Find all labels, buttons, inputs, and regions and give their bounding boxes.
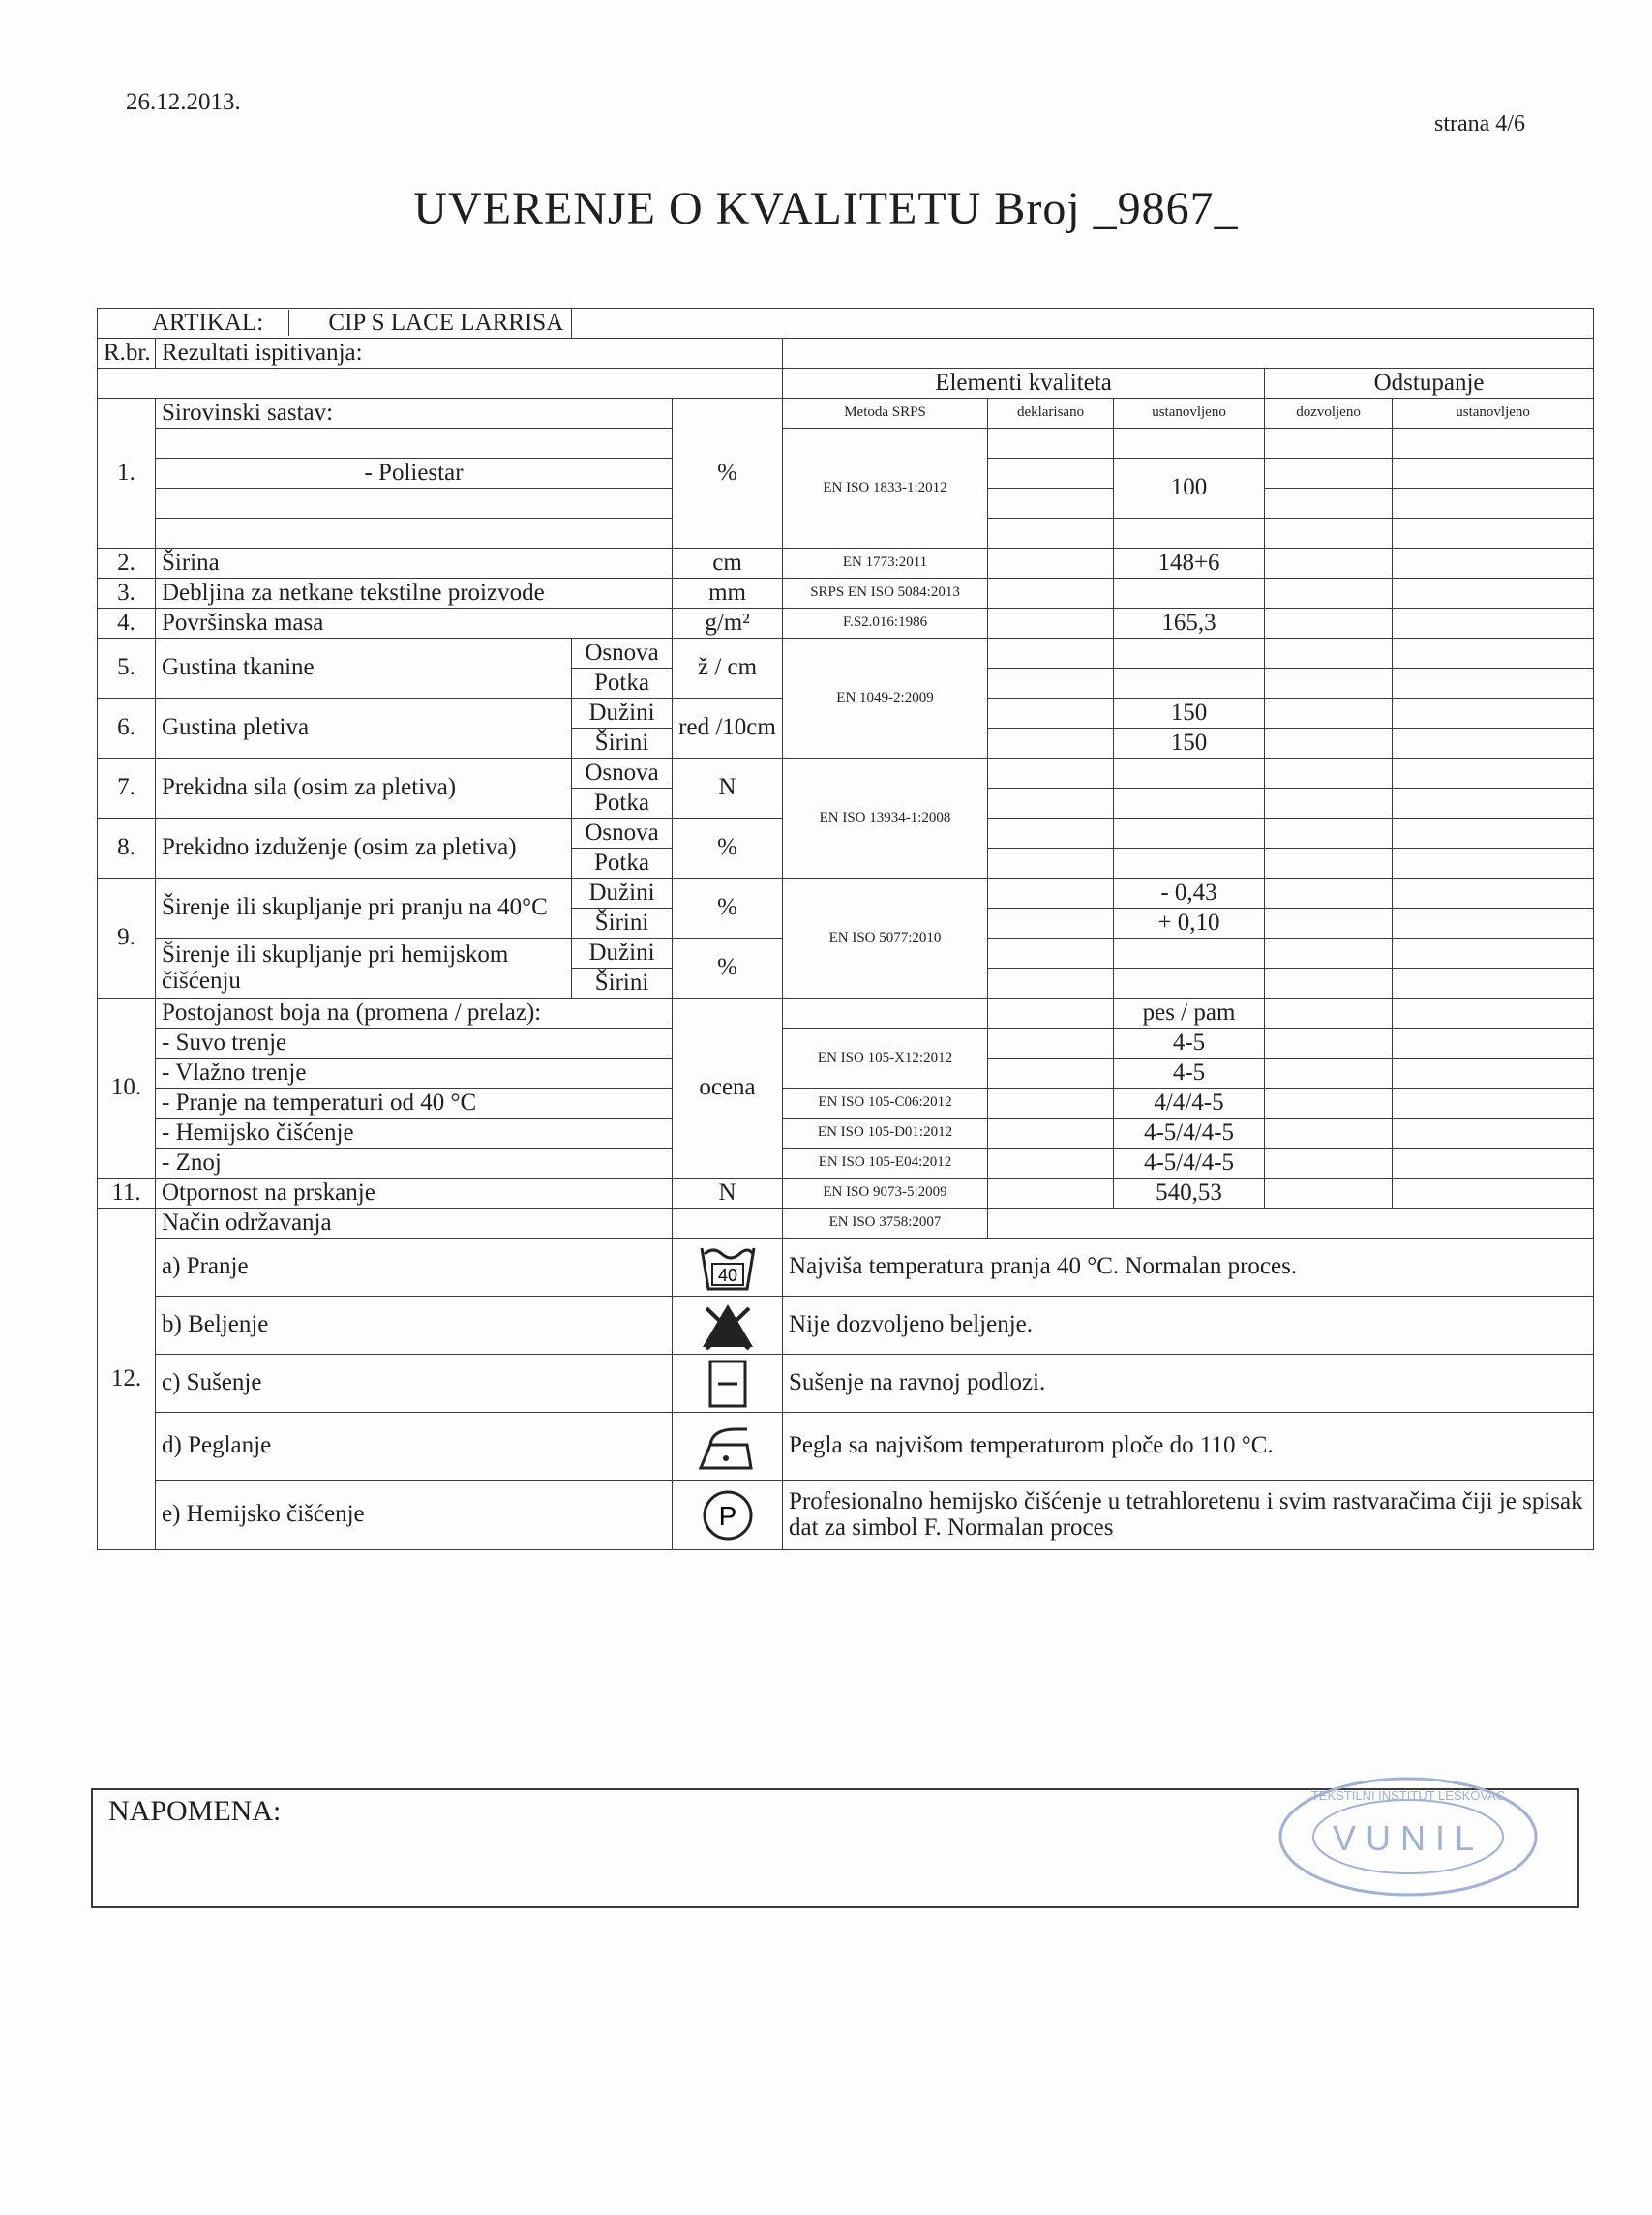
document-date: 26.12.2013. [126,89,241,115]
care-row: e) Hemijsko čišćenje P Profesionalno hemijsko čišćenje u tetrahloretenu i svim rastvaračima čiji je spisak dat za simbol F. Normalan proces [98,1481,1594,1550]
row-8a: 8. Prekidno izduženje (osim za pletiva) Osnova % [98,819,1594,849]
col-method: Metoda SRPS [783,399,988,429]
col-declared: deklarisano [988,399,1114,429]
row4-label: Površinska masa [156,609,673,639]
row1-number: 1. [98,399,156,549]
row1-sub: - Poliestar [156,459,673,489]
row5-label: Gustina tkanine [156,639,572,699]
row2-value: 148+6 [1114,549,1265,579]
row10-label: Postojanost boja na (promena / prelaz): [156,999,673,1029]
row-10-item: - Znoj EN ISO 105-E04:2012 4-5/4/4-5 [98,1149,1594,1179]
row3-label: Debljina za netkane tekstilne proizvode [156,579,673,609]
row4-value: 165,3 [1114,609,1265,639]
row1-value: 100 [1114,459,1265,519]
dry-flat-icon [699,1359,757,1409]
dryclean-p-icon [699,1488,757,1542]
row-10-item: - Hemijsko čišćenje EN ISO 105-D01:2012 4-5/4/4-5 [98,1119,1594,1149]
row-5a: 5. Gustina tkanine Osnova ž / cm EN 1049-2:2009 [98,639,1594,669]
row1-label: Sirovinski sastav: [156,399,673,429]
svg-text:P: P [718,1500,736,1531]
row12-label: Način održavanja [156,1209,673,1239]
row1-unit: % [673,399,783,549]
care-row: d) Peglanje Pegla sa najvišom temperaturom ploče do 110 °C. [98,1413,1594,1481]
iron-icon [697,1420,759,1474]
row-10-item: - Pranje na temperaturi od 40 °C EN ISO 105-C06:2012 4/4/4-5 [98,1089,1594,1119]
article-value: CIP S LACE LARRISA [288,310,571,336]
row-4: 4. Površinska masa g/m² F.S2.016:1986 165,3 [98,609,1594,639]
care-desc-bleach: Nije dozvoljeno beljenje. [783,1297,1594,1355]
row-10-head: 10. Postojanost boja na (promena / prelaz): ocena pes / pam [98,999,1594,1029]
care-desc-iron: Pegla sa najvišom temperaturom ploče do 110 °C. [783,1413,1594,1481]
article-row [98,309,1594,339]
wash-40-icon [699,1242,757,1293]
no-bleach-icon [699,1301,757,1351]
row-3: 3. Debljina za netkane tekstilne proizvode mm SRPS EN ISO 5084:2013 [98,579,1594,609]
col-allowed: dozvoljeno [1265,399,1393,429]
row-9a: 9. Širenje ili skupljanje pri pranju na 40°C Dužini % EN ISO 5077:2010 - 0,43 [98,879,1594,909]
svg-text:TEKSTILNI INSTITUT LESKOVAC: TEKSTILNI INSTITUT LESKOVAC [1310,1788,1506,1803]
row9-label-a: Širenje ili skupljanje pri pranju na 40°C [156,879,572,939]
col-measured2: ustanovljeno [1393,399,1594,429]
institute-stamp [1273,1771,1544,1901]
care-desc-wash: Najviša temperatura pranja 40 °C. Normalan proces. [783,1239,1594,1297]
page-number: strana 4/6 [1434,111,1525,136]
row8-label: Prekidno izduženje (osim za pletiva) [156,819,572,879]
header-row-1 [98,339,1594,369]
row-10-item: - Suvo trenje EN ISO 105-X12:2012 4-5 [98,1029,1594,1059]
row-10-item: - Vlažno trenje 4-5 [98,1059,1594,1089]
care-desc-dryclean: Profesionalno hemijsko čišćenje u tetrahloretenu i svim rastvaračima čiji je spisak dat za simbol F. Normalan proces [783,1481,1594,1550]
care-row: c) Sušenje Sušenje na ravnoj podlozi. [98,1355,1594,1413]
row-11: 11. Otpornost na prskanje N EN ISO 9073-5:2009 540,53 [98,1179,1594,1209]
row2-label: Širina [156,549,673,579]
row7-label: Prekidna sila (osim za pletiva) [156,759,572,819]
col-rbr: R.br. [98,339,156,369]
svg-text:VUNIL: VUNIL [1332,1818,1485,1858]
document-title: UVERENJE O KVALITETU Broj _9867_ [413,183,1239,234]
col-measured: ustanovljeno [1114,399,1265,429]
header-row-3 [98,399,1594,429]
note-label: NAPOMENA: [108,1795,282,1827]
care-row: b) Beljenje Nije dozvoljeno beljenje. [98,1297,1594,1355]
row-7a: 7. Prekidna sila (osim za pletiva) Osnova N EN ISO 13934-1:2008 [98,759,1594,789]
row6-label: Gustina pletiva [156,699,572,759]
row1-method: EN ISO 1833-1:2012 [783,429,988,549]
row-2: 2. Širina cm EN 1773:2011 148+6 [98,549,1594,579]
row11-label: Otpornost na prskanje [156,1179,673,1209]
article-cell [98,309,572,339]
row9-label-b: Širenje ili skupljanje pri hemijskom čišćenju [156,939,572,999]
col-results: Rezultati ispitivanja: [156,339,783,369]
care-desc-dry: Sušenje na ravnoj podlozi. [783,1355,1594,1413]
header-row-2 [98,369,1594,399]
quality-table: ARTIKAL: CIP S LACE LARRISA R.br. Rezultati ispitivanja: Elementi kvaliteta Odstupanje 1. Sirovinski sastav: % Metoda SRPS deklarisano ustanovljeno dozvoljeno ustanovljeno EN ISO 1833-1:2012 - Poliestar 100 2. Širina cm EN 1773:2011 148+6 3. Debljina za netkane tekstilne proizvode mm SRPS EN ISO 5084:2013 4. Površinska masa g/m² F.S2.016:1986 165,3 5. Gustina tkanine Osnova ž / cm EN 1049-2:2009 Potka 6. Gustina pletiva Dužini red /10cm 150 Širini 150 7. Prekidna sila (osim za pletiva) Osnova N EN ISO 13934-1:2008 Potka 8. Prekidno izduženje (osim za pletiva) Osnova % Potka 9. Širenje ili skupljanje pri pranju na 40°C Dužini % EN ISO 5077:2010 - 0,43 Širini + 0,10 Širenje ili skupljanje pri hemijskom čišćenju Dužini % Širini 10. Postojanost boja na (promena / prelaz): ocena pes / pam - Suvo trenje EN ISO 105-X12:2012 4-5 - Vlažno trenje 4-5 - Pranje na temperaturi od 40 °C EN ISO 105-C06:2012 4/4/4-5 - Hemijsko čišćenje EN ISO 105-D01:2012 4-5/4/4-5 - Znoj EN ISO 105-E04:2012 4-5/4/4-5 11. Otpornost na prskanje N EN ISO 9073-5:2009 540,53 12. Način održavanja EN ISO 3758:2007 a) Pranje 40 Najviša temperatura pranja 40 °C. Normalan proces. b) Beljenje Nije dozvoljeno beljenje. c) Sušenje Sušenje na ravnoj podlozi. d) Peglanje Pegla sa najvišom temperaturom ploče do 110 °C. e) Hemijsko čišćenje P Profesionalno hemijsko čišćenje u tetrahloretenu i svim rastvaračima čiji je spisak dat za simbol F. Normalan proces [97,308,1594,1550]
row-12-head: 12. Način održavanja EN ISO 3758:2007 [98,1209,1594,1239]
col-elements: Elementi kvaliteta [783,369,1265,399]
article-label: ARTIKAL: [152,309,264,336]
svg-text:40: 40 [717,1265,737,1285]
care-row: a) Pranje 40 Najviša temperatura pranja 40 °C. Normalan proces. [98,1239,1594,1297]
col-deviation: Odstupanje [1265,369,1594,399]
row-6a: 6. Gustina pletiva Dužini red /10cm 150 [98,699,1594,729]
